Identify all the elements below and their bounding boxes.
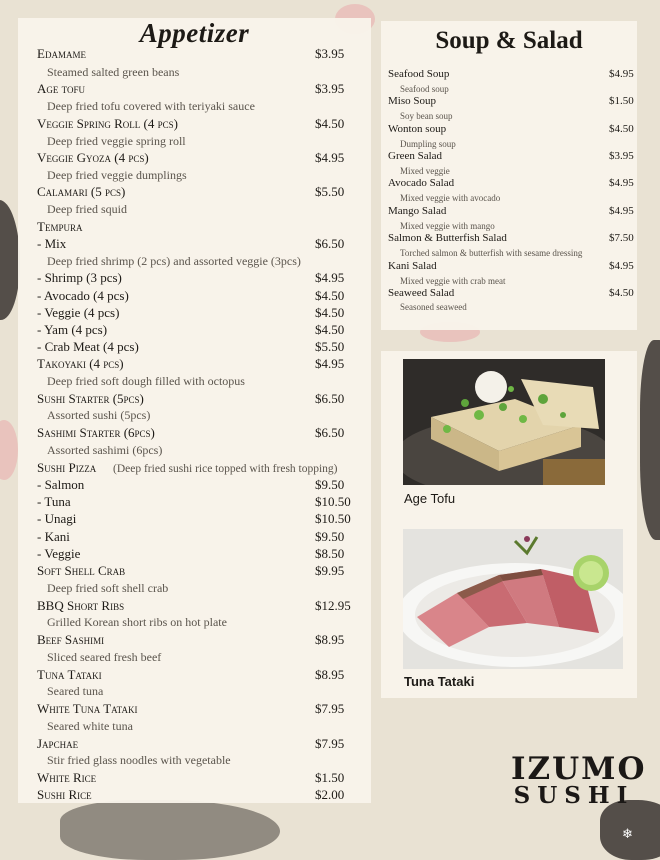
item-description: Assorted sushi (5pcs) (47, 408, 151, 422)
menu-item-name: Miso Soup (388, 95, 436, 107)
menu-item (37, 322, 351, 339)
izumo-sushi-logo (511, 751, 647, 809)
menu-item (37, 787, 351, 804)
menu-item (37, 150, 351, 167)
item-description: Grilled Korean short ribs on hot plate (47, 615, 227, 629)
appetizer-title: Appetizer (139, 18, 250, 48)
menu-item-price: $2.00 (315, 787, 345, 802)
menu-item (37, 270, 351, 287)
menu-item-price: $3.95 (315, 46, 345, 61)
menu-item-name: Seafood Soup (388, 68, 450, 80)
menu-item-price: $7.95 (315, 736, 345, 751)
menu-item-price: $4.95 (315, 356, 345, 371)
menu-item-name: Sushi Pizza (37, 460, 97, 475)
menu-item-price: $7.95 (315, 701, 345, 716)
menu-item-name: - Crab Meat (4 pcs) (37, 339, 139, 354)
menu-item-price: $3.95 (315, 81, 345, 96)
appetizer-panel (18, 18, 371, 803)
menu-item (388, 232, 634, 247)
background-brush-right (640, 340, 660, 540)
item-description: Soy bean soup (400, 111, 453, 121)
menu-item-name: Green Salad (388, 150, 443, 162)
menu-item-name: Veggie Spring Roll (4 pcs) (37, 116, 178, 131)
menu-item (37, 546, 351, 563)
menu-item-price: $9.50 (315, 477, 345, 492)
item-description: Deep fried tofu covered with teriyaki sauce (47, 99, 255, 113)
logo-line-1: IZUMO (511, 751, 647, 787)
menu-item-price: $8.50 (315, 546, 345, 561)
menu-item (37, 736, 351, 753)
menu-item-price: $8.95 (315, 667, 345, 682)
menu-item-price: $4.95 (609, 68, 634, 80)
menu-item-name: Avocado Salad (388, 177, 455, 189)
menu-item-name: White Rice (37, 770, 97, 785)
age-tofu-caption: Age Tofu (404, 491, 456, 506)
menu-item (37, 494, 351, 511)
menu-item (388, 260, 634, 275)
menu-item-name: - Kani (37, 529, 70, 544)
photo-panel (381, 351, 637, 698)
menu-item (37, 460, 351, 477)
menu-item-name: Mango Salad (388, 205, 447, 217)
menu-item-name: Japchae (37, 736, 79, 751)
menu-item-price: $4.50 (315, 322, 345, 337)
item-description: Mixed veggie (400, 166, 450, 176)
menu-item-name: Edamame (37, 46, 86, 61)
menu-item-name: - Mix (37, 236, 67, 251)
menu-item-price: $4.50 (609, 287, 634, 299)
menu-item-name: Beef Sashimi (37, 632, 105, 647)
menu-item-price: $10.50 (315, 494, 351, 509)
menu-item-price: $4.50 (315, 116, 345, 131)
menu-item-price: $4.95 (609, 260, 634, 272)
menu-item-name: - Tuna (37, 494, 71, 509)
menu-item-price: $9.95 (315, 563, 345, 578)
menu-item (37, 477, 351, 494)
menu-item-price: $6.50 (315, 236, 345, 251)
item-description: Steamed salted green beans (47, 65, 180, 79)
menu-item-price: $10.50 (315, 511, 351, 526)
menu-item (37, 770, 351, 787)
corner-logo-icon: ❄ (622, 826, 633, 841)
menu-item (388, 150, 634, 165)
item-description: Seafood soup (400, 84, 449, 94)
item-description: Mixed veggie with mango (400, 221, 495, 231)
menu-item (388, 205, 634, 220)
menu-item (388, 68, 634, 83)
menu-item (37, 511, 351, 528)
menu-item-price: $7.50 (609, 232, 634, 244)
item-description: Assorted sashimi (6pcs) (47, 443, 163, 457)
menu-item (37, 529, 351, 546)
menu-item (37, 46, 351, 63)
menu-item-name: - Veggie (4 pcs) (37, 305, 120, 320)
menu-item (37, 184, 351, 201)
menu-item-name: Age tofu (37, 81, 85, 96)
menu-item (37, 391, 351, 408)
menu-item-price: $3.95 (609, 150, 634, 162)
menu-item (37, 116, 351, 133)
menu-item-name: Tuna Tataki (37, 667, 102, 682)
tuna-tataki-photo (403, 529, 623, 669)
menu-item (388, 287, 634, 302)
tuna-tataki-caption: Tuna Tataki (404, 674, 475, 689)
menu-item-price: $4.95 (609, 205, 634, 217)
menu-item (37, 339, 351, 356)
soup-salad-panel (381, 21, 637, 330)
item-description: Dumpling soup (400, 139, 456, 149)
menu-item-name: Kani Salad (388, 260, 437, 272)
menu-item-name: Calamari (5 pcs) (37, 184, 126, 199)
menu-item-name: Wonton soup (388, 123, 447, 135)
menu-item (388, 123, 634, 138)
item-description: Deep fried shrimp (2 pcs) and assorted veggie (3pcs) (47, 254, 301, 268)
menu-item (37, 219, 351, 236)
menu-item-price: $6.50 (315, 425, 345, 440)
menu-item-price: $4.50 (315, 305, 345, 320)
age-tofu-photo (403, 359, 605, 485)
item-description: Seared tuna (47, 684, 104, 698)
menu-item-name: - Unagi (37, 511, 77, 526)
menu-item (37, 632, 351, 649)
menu-item-name: - Veggie (37, 546, 81, 561)
menu-item-name: Soft Shell Crab (37, 563, 126, 578)
menu-item (37, 598, 351, 615)
cherry-blossom-left (0, 420, 18, 480)
menu-item-name: Veggie Gyoza (4 pcs) (37, 150, 149, 165)
menu-item-price: $4.95 (315, 150, 345, 165)
menu-item (388, 95, 634, 110)
menu-item-price: $5.50 (315, 339, 345, 354)
menu-item-price: $5.50 (315, 184, 345, 199)
soup-salad-title: Soup & Salad (435, 27, 583, 54)
background-brush-left (0, 200, 20, 320)
menu-item (37, 563, 351, 580)
menu-item-price: $9.50 (315, 529, 345, 544)
item-description: Deep fried veggie dumplings (47, 168, 187, 182)
menu-item-name: Tempura (37, 219, 83, 234)
menu-item-price: $1.50 (609, 95, 634, 107)
menu-item (37, 81, 351, 98)
menu-item-price: $4.50 (609, 123, 634, 135)
item-description: Sliced seared fresh beef (47, 650, 162, 664)
menu-item-name: Seaweed Salad (388, 287, 455, 299)
item-description: Torched salmon & butterfish with sesame dressing (400, 248, 583, 258)
menu-item-price: $4.95 (609, 177, 634, 189)
item-description: Mixed veggie with crab meat (400, 276, 506, 286)
menu-item-name: Sashimi Starter (6pcs) (37, 425, 155, 440)
menu-item-name: Salmon & Butterfish Salad (388, 232, 507, 244)
menu-item (37, 288, 351, 305)
item-description: Stir fried glass noodles with vegetable (47, 753, 231, 767)
menu-item-price: $1.50 (315, 770, 345, 785)
item-description: Mixed veggie with avocado (400, 193, 501, 203)
menu-item-price: $4.50 (315, 288, 345, 303)
menu-item-name: White Tuna Tataki (37, 701, 138, 716)
logo-line-2: SUSHI (513, 782, 635, 809)
background-brush-bottom (60, 800, 280, 860)
item-description: Deep fried veggie spring roll (47, 134, 186, 148)
menu-item-name: Takoyaki (4 pcs) (37, 356, 124, 371)
menu-item-price: $4.95 (315, 270, 345, 285)
menu-item-name: Sushi Starter (5pcs) (37, 391, 144, 406)
menu-item-name: BBQ Short Ribs (37, 598, 125, 613)
menu-item-price: $8.95 (315, 632, 345, 647)
menu-item-name: - Yam (4 pcs) (37, 322, 108, 337)
menu-item (37, 236, 351, 253)
menu-item (388, 177, 634, 192)
menu-item (37, 425, 351, 442)
menu-item-price: $12.95 (315, 598, 351, 613)
menu-item-name: - Salmon (37, 477, 85, 492)
item-description: Seared white tuna (47, 719, 133, 733)
item-description: Seasoned seaweed (400, 302, 467, 312)
item-description: Deep fried soft dough filled with octopus (47, 374, 245, 388)
menu-item-inline-description: (Deep fried sushi rice topped with fresh topping) (113, 463, 338, 475)
menu-item-price: $6.50 (315, 391, 345, 406)
menu-item-name: - Shrimp (3 pcs) (37, 270, 122, 285)
menu-item (37, 356, 351, 373)
item-description: Deep fried squid (47, 202, 127, 216)
item-description: Deep fried soft shell crab (47, 581, 169, 595)
menu-item (37, 305, 351, 322)
menu-item (37, 667, 351, 684)
menu-item (37, 701, 351, 718)
menu-item-name: - Avocado (4 pcs) (37, 288, 129, 303)
menu-item-name: Sushi Rice (37, 787, 92, 802)
